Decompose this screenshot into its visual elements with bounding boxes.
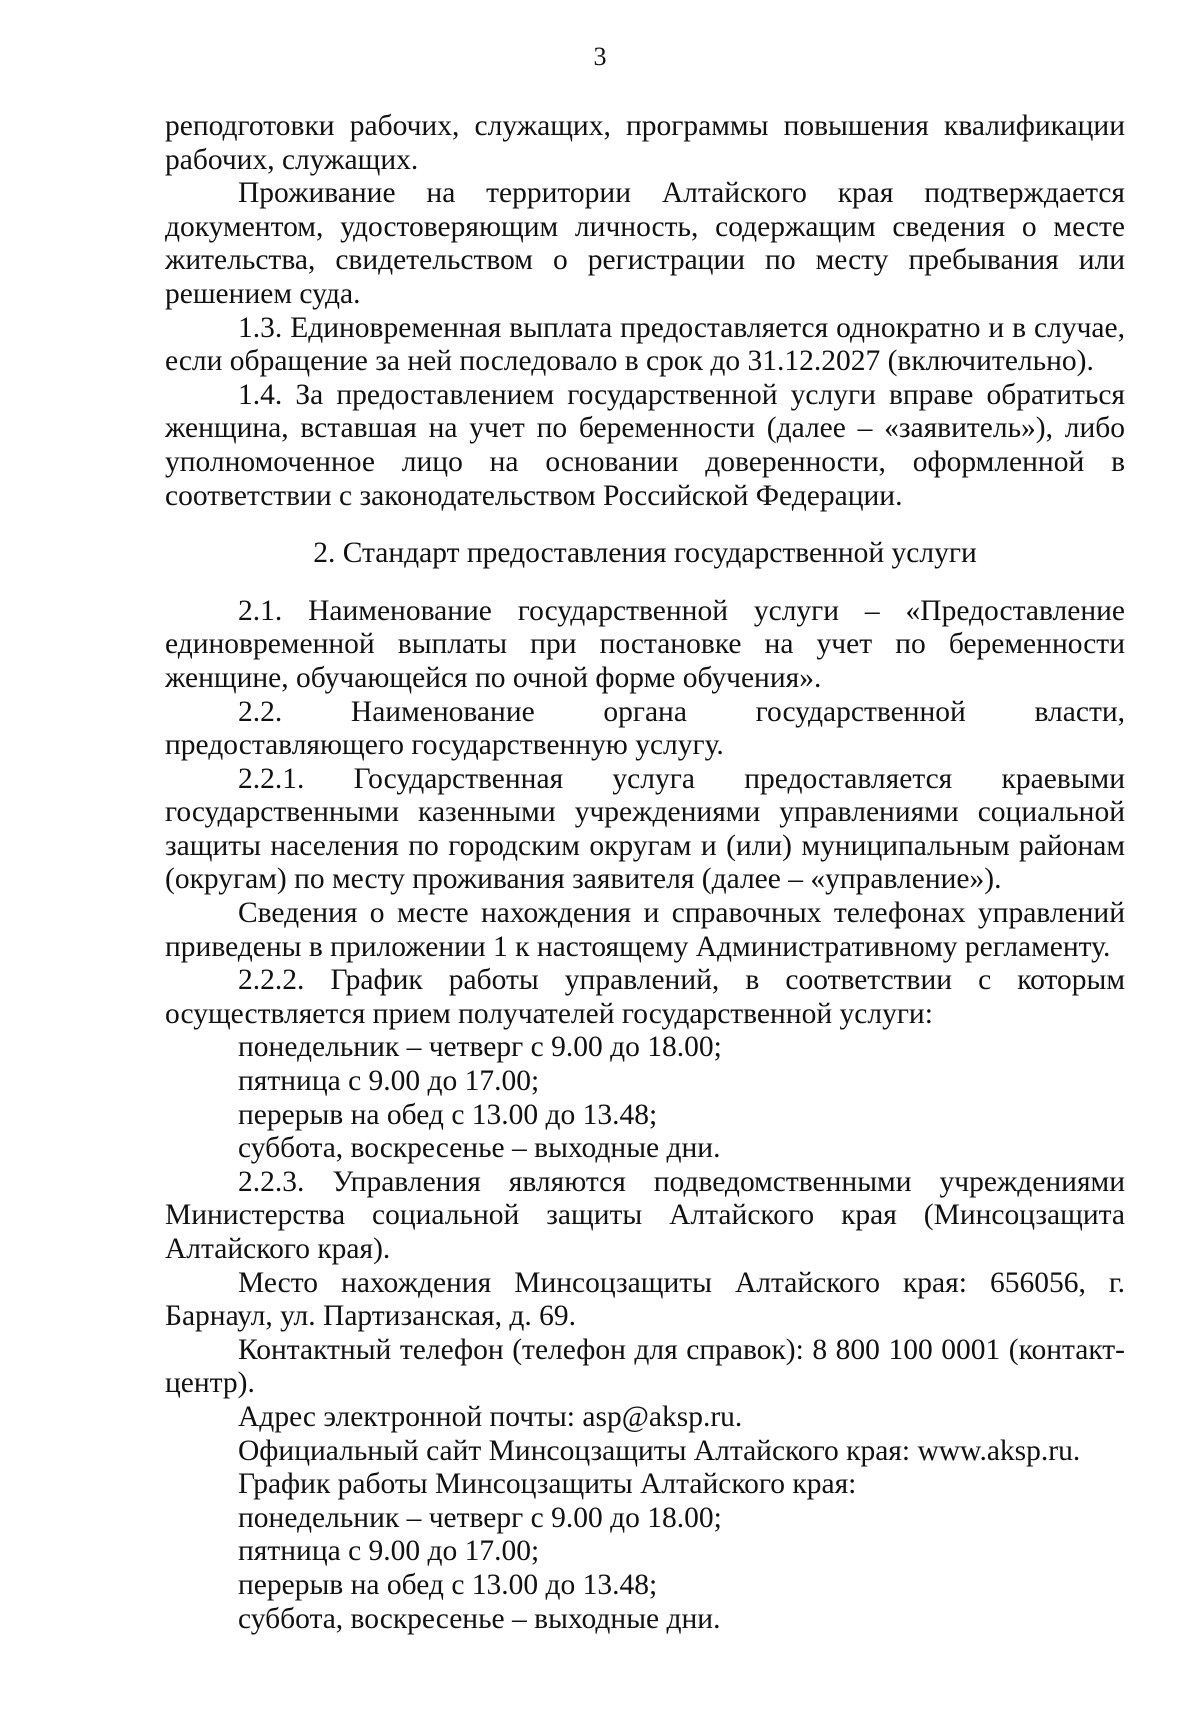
document-body bbox=[165, 110, 1125, 1636]
schedule-line: пятница с 9.00 до 17.00; bbox=[238, 1065, 540, 1098]
website-line: Официальный сайт Минсоцзащиты Алтайского края: www.aksp.ru. bbox=[238, 1434, 1081, 1467]
schedule-line: пятница с 9.00 до 17.00; bbox=[238, 1535, 540, 1568]
page-number: 3 bbox=[593, 42, 607, 71]
paragraph-2-2-1: 2.2.1. Государственная услуга предоставляется краевыми государственными казенными учреждениями управлениями социальной защиты населения по городским округам и (или) муниципальным районам (округам) по месту проживания заявителя (далее – «управление»). bbox=[165, 762, 1125, 896]
section-heading: 2. Стандарт предоставления государственной услуги bbox=[313, 537, 977, 570]
schedule-line: понедельник – четверг с 9.00 до 18.00; bbox=[238, 1031, 722, 1064]
schedule-line: понедельник – четверг с 9.00 до 18.00; bbox=[238, 1501, 722, 1534]
schedule-line: перерыв на обед с 13.00 до 13.48; bbox=[238, 1098, 658, 1131]
schedule-line: суббота, воскресенье – выходные дни. bbox=[238, 1132, 721, 1165]
email-line: Адрес электронной почты: asp@aksp.ru. bbox=[238, 1400, 743, 1433]
paragraph-1-4: 1.4. За предоставлением государственной услуги вправе обратиться женщина, вставшая на учет по беременности (далее – «заявитель»), либо уполномоченное лицо на основании доверенности, оформленной в соответствии с законодательством Российской Федерации. bbox=[165, 378, 1125, 512]
schedule-line: перерыв на обед с 13.00 до 13.48; bbox=[238, 1568, 658, 1601]
paragraph-2-2: 2.2. Наименование органа государственной власти, предоставляющего государственную услугу. bbox=[165, 695, 1125, 762]
paragraph-2-2-3: 2.2.3. Управления являются подведомственными учреждениями Министерства социальной защиты Алтайского края (Минсоцзащита Алтайского края). bbox=[165, 1165, 1125, 1265]
paragraph-offices-info: Сведения о месте нахождения и справочных телефонах управлений приведены в приложении 1 к настоящему Административному регламенту. bbox=[165, 897, 1125, 963]
paragraph-2-2-2: 2.2.2. График работы управлений, в соответствии с которым осуществляется прием получателей государственной услуги: bbox=[165, 964, 1125, 1030]
paragraph-residence-proof: Проживание на территории Алтайского края подтверждается документом, удостоверяющим личность, содержащим сведения о месте жительства, свидетельством о регистрации по месту пребывания или решением суда. bbox=[165, 177, 1125, 310]
ministry-schedule-heading: График работы Минсоцзащиты Алтайского края: bbox=[238, 1468, 857, 1501]
schedule-line: суббота, воскресенье – выходные дни. bbox=[238, 1602, 721, 1635]
paragraph-2-1: 2.1. Наименование государственной услуги – «Предоставление единовременной выплаты при постановке на учет по беременности женщине, обучающейся по очной форме обучения». bbox=[165, 594, 1125, 694]
paragraph-ministry-address: Место нахождения Минсоцзащиты Алтайского края: 656056, г. Барнаул, ул. Партизанская, д. 69. bbox=[165, 1266, 1125, 1333]
paragraph-contact-phone: Контактный телефон (телефон для справок): 8 800 100 0001 (контакт-центр). bbox=[165, 1333, 1125, 1400]
paragraph-continuation: реподготовки рабочих, служащих, программы повышения квалификации рабочих, служащих. bbox=[165, 110, 1125, 176]
paragraph-1-3: 1.3. Единовременная выплата предоставляется однократно и в случае, если обращение за ней последовало в срок до 31.12.2027 (включительно). bbox=[165, 311, 1125, 378]
